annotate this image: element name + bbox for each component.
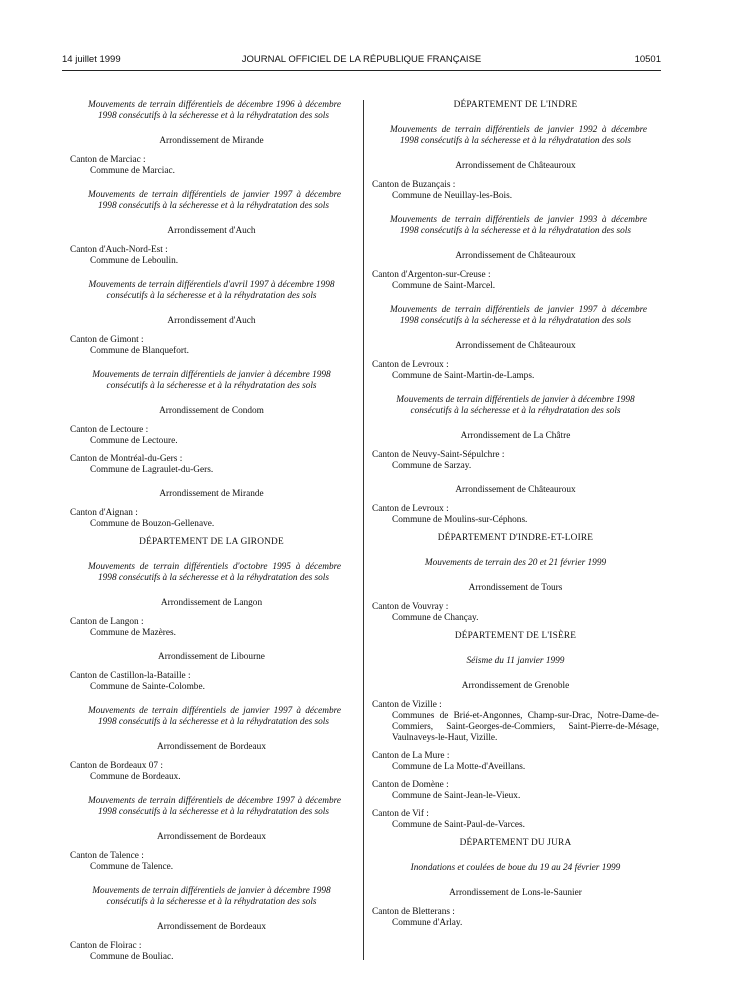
arrondissement-heading: Arrondissement de Châteauroux <box>455 161 576 171</box>
canton-line: Canton de Levroux : <box>372 504 449 514</box>
canton-line: Canton de Lectoure : <box>70 425 149 435</box>
event-heading: Mouvements de terrain des 20 et 21 février 1999 <box>424 558 607 568</box>
event-heading: Mouvements de terrain différentiels de janvier 1993 à décembre 1998 consécutifs à la sécheresse et à la réhydratation des sols <box>390 215 647 236</box>
arrondissement-heading: Arrondissement de Lons-le-Saunier <box>449 888 582 898</box>
commune-line: Commune de Saint-Martin-de-Lamps. <box>392 371 535 381</box>
page-number: 10501 <box>634 54 661 65</box>
event-heading: Séisme du 11 janvier 1999 <box>466 656 565 666</box>
canton-line: Canton de Bletterans : <box>372 907 455 917</box>
commune-line: Commune de Sainte-Colombe. <box>90 682 205 692</box>
department-heading: DÉPARTEMENT DE L'INDRE <box>453 100 578 110</box>
department-heading: DÉPARTEMENT DE LA GIRONDE <box>139 537 284 547</box>
canton-line: Canton de Bordeaux 07 : <box>70 761 163 771</box>
commune-line: Commune de Saint-Marcel. <box>392 281 496 291</box>
arrondissement-heading: Arrondissement de Châteauroux <box>455 341 576 351</box>
event-heading: Mouvements de terrain différentiels d'avril 1997 à décembre 1998 consécutifs à la sécheresse et à la réhydratation des sols <box>88 280 335 301</box>
arrondissement-heading: Arrondissement de Bordeaux <box>157 832 266 842</box>
canton-line: Canton de Vizille : <box>372 700 442 710</box>
department-heading: DÉPARTEMENT DE L'ISÈRE <box>454 631 577 641</box>
commune-line: Commune de Lagraulet-du-Gers. <box>90 465 214 475</box>
commune-line: Commune de Talence. <box>90 862 174 872</box>
arrondissement-heading: Arrondissement de Grenoble <box>461 681 570 691</box>
arrondissement-heading: Arrondissement d'Auch <box>167 226 256 236</box>
canton-line: Canton de Levroux : <box>372 360 449 370</box>
arrondissement-heading: Arrondissement de Mirande <box>159 489 264 499</box>
arrondissement-heading: Arrondissement de Châteauroux <box>455 485 576 495</box>
commune-line: Commune de Saint-Paul-de-Varces. <box>392 820 525 830</box>
commune-line: Commune de Lectoure. <box>90 436 178 446</box>
commune-line: Commune de Saint-Jean-le-Vieux. <box>392 791 521 801</box>
commune-line: Commune de Mazères. <box>90 628 176 638</box>
commune-line: Commune de Leboulin. <box>90 256 179 266</box>
right-column <box>372 100 659 936</box>
canton-line: Canton de Talence : <box>70 851 144 861</box>
commune-line: Commune de Marciac. <box>90 166 175 176</box>
canton-line: Canton de La Mure : <box>372 751 450 761</box>
arrondissement-heading: Arrondissement de Libourne <box>158 652 265 662</box>
event-heading: Mouvements de terrain différentiels de janvier à décembre 1998 consécutifs à la sécheresse et à la réhydratation des sols <box>92 886 331 907</box>
department-heading: DÉPARTEMENT D'INDRE-ET-LOIRE <box>437 533 594 543</box>
canton-line: Canton de Montréal-du-Gers : <box>70 454 183 464</box>
arrondissement-heading: Arrondissement de La Châtre <box>460 431 571 441</box>
canton-line: Canton d'Aignan : <box>70 508 138 518</box>
canton-line: Canton de Gimont : <box>70 335 144 345</box>
event-heading: Mouvements de terrain différentiels de janvier 1992 à décembre 1998 consécutifs à la sécheresse et à la réhydratation des sols <box>390 125 647 146</box>
event-heading: Mouvements de terrain différentiels de janvier 1997 à décembre 1998 consécutifs à la sécheresse et à la réhydratation des sols <box>390 305 647 326</box>
page-header <box>62 54 661 68</box>
arrondissement-heading: Arrondissement de Bordeaux <box>157 922 266 932</box>
canton-line: Canton de Langon : <box>70 617 144 627</box>
canton-line: Canton d'Argenton-sur-Creuse : <box>372 270 491 280</box>
header-rule <box>62 70 661 71</box>
arrondissement-heading: Arrondissement de Tours <box>468 583 563 593</box>
commune-line: Commune de Bouzon-Gellenave. <box>90 519 215 529</box>
commune-line: Commune de La Motte-d'Aveillans. <box>392 762 526 772</box>
column-divider <box>363 100 364 960</box>
left-column <box>70 100 353 970</box>
commune-line: Commune de Moulins-sur-Céphons. <box>392 515 528 525</box>
arrondissement-heading: Arrondissement de Châteauroux <box>455 251 576 261</box>
commune-line: Commune d'Arlay. <box>392 918 463 928</box>
event-heading: Mouvements de terrain différentiels de janvier 1997 à décembre 1998 consécutifs à la sécheresse et à la réhydratation des sols <box>88 190 341 211</box>
canton-line: Canton de Floirac : <box>70 941 142 951</box>
canton-line: Canton d'Auch-Nord-Est : <box>70 245 168 255</box>
commune-line: Commune de Sarzay. <box>392 461 472 471</box>
journal-title: JOURNAL OFFICIEL DE LA RÉPUBLIQUE FRANÇAISE <box>241 54 482 65</box>
event-heading: Mouvements de terrain différentiels de janvier 1997 à décembre 1998 consécutifs à la sécheresse et à la réhydratation des sols <box>88 706 341 727</box>
commune-line: Commune de Bordeaux. <box>90 772 181 782</box>
canton-line: Canton de Buzançais : <box>372 180 456 190</box>
commune-line: Communes de Brié-et-Angonnes, Champ-sur-Drac, Notre-Dame-de-Commiers, Saint-Georges-de-Commiers, Saint-Pierre-de-Mésage, Vaulnaveys-le-Haut, Vizille. <box>392 711 659 743</box>
event-heading: Mouvements de terrain différentiels de décembre 1997 à décembre 1998 consécutifs à la sécheresse et à la réhydratation des sols <box>88 796 341 817</box>
canton-line: Canton de Vouvray : <box>372 602 449 612</box>
event-heading: Mouvements de terrain différentiels de décembre 1996 à décembre 1998 consécutifs à la sécheresse et à la réhydratation des sols <box>88 100 341 121</box>
commune-line: Commune de Blanquefort. <box>90 346 189 356</box>
arrondissement-heading: Arrondissement d'Auch <box>167 316 256 326</box>
event-heading: Mouvements de terrain différentiels de janvier à décembre 1998 consécutifs à la sécheresse et à la réhydratation des sols <box>92 370 331 391</box>
canton-line: Canton de Neuvy-Saint-Sépulchre : <box>372 450 505 460</box>
canton-line: Canton de Castillon-la-Bataille : <box>70 671 191 681</box>
canton-line: Canton de Vif : <box>372 809 429 819</box>
commune-line: Commune de Neuillay-les-Bois. <box>392 191 513 201</box>
commune-line: Commune de Chançay. <box>392 613 479 623</box>
arrondissement-heading: Arrondissement de Mirande <box>159 136 264 146</box>
arrondissement-heading: Arrondissement de Condom <box>159 406 264 416</box>
canton-line: Canton de Domène : <box>372 780 449 790</box>
event-heading: Mouvements de terrain différentiels d'octobre 1995 à décembre 1998 consécutifs à la sécheresse et à la réhydratation des sols <box>88 562 341 583</box>
arrondissement-heading: Arrondissement de Langon <box>160 598 263 608</box>
department-heading: DÉPARTEMENT DU JURA <box>459 838 572 848</box>
canton-line: Canton de Marciac : <box>70 155 146 165</box>
event-heading: Inondations et coulées de boue du 19 au 24 février 1999 <box>410 863 621 873</box>
commune-line: Commune de Bouliac. <box>90 952 174 962</box>
arrondissement-heading: Arrondissement de Bordeaux <box>157 742 266 752</box>
issue-date: 14 juillet 1999 <box>62 54 121 65</box>
event-heading: Mouvements de terrain différentiels de janvier à décembre 1998 consécutifs à la sécheresse et à la réhydratation des sols <box>396 395 635 416</box>
